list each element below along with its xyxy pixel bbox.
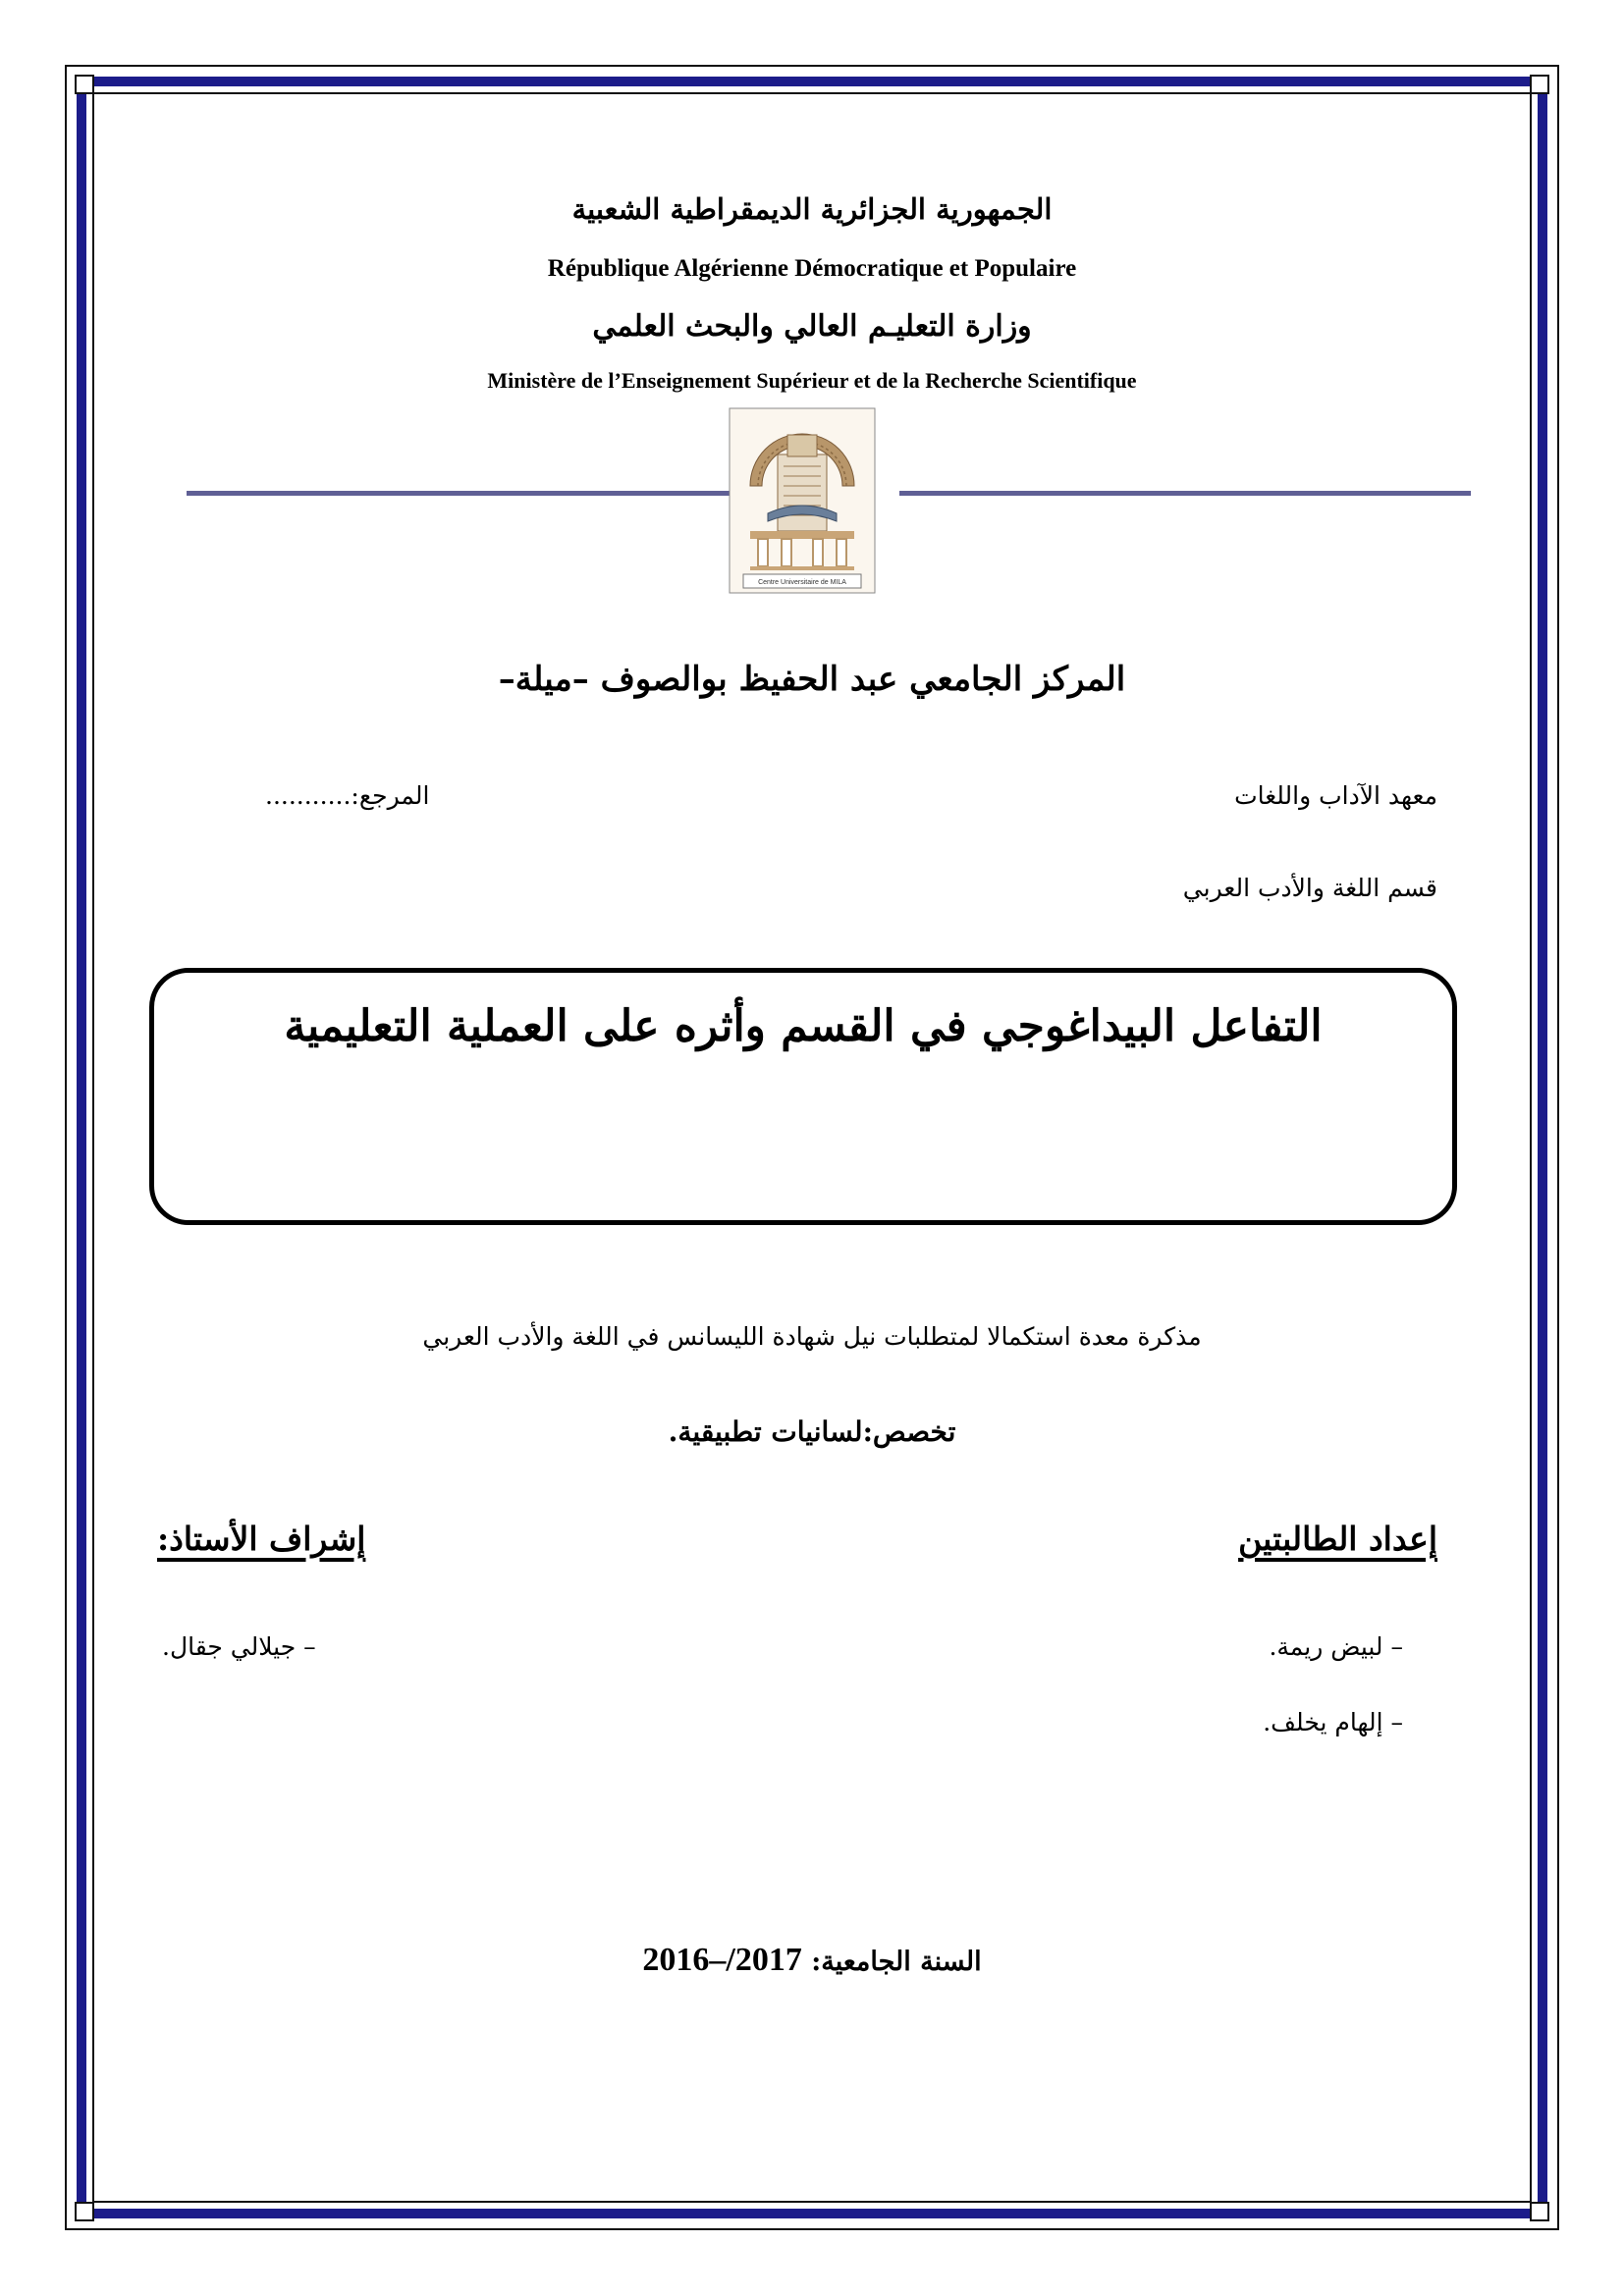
university-logo bbox=[729, 407, 876, 594]
republic-ar: الجمهورية الجزائرية الديمقراطية الشعبية bbox=[571, 192, 1053, 226]
reference-label: المرجع:........... bbox=[265, 781, 430, 810]
prepared-by-heading: إعداد الطالبتين bbox=[1238, 1520, 1437, 1558]
divider-right bbox=[899, 491, 1471, 496]
ministry-ar: وزارة التعليـم العالي والبحث العلمي bbox=[592, 309, 1032, 344]
republic-fr: République Algérienne Démocratique et Populaire bbox=[547, 255, 1077, 282]
thesis-title: التفاعل البيداغوجي في القسم وأثره على العملية التعليمية bbox=[284, 1001, 1323, 1051]
logo-caption: Centre Universitaire de MILA bbox=[758, 579, 846, 586]
academic-year bbox=[0, 1942, 1624, 1979]
specialty-text: تخصص:لسانيات تطبيقية. bbox=[668, 1415, 956, 1448]
university-name: المركز الجامعي عبد الحفيظ بوالصوف –ميلة– bbox=[498, 660, 1126, 699]
academic-year-label: السنة الجامعية: bbox=[811, 1947, 982, 1977]
supervisor-name: – جيلالي جقال. bbox=[162, 1632, 316, 1661]
student-name: – إلهام يخلف. bbox=[1263, 1708, 1403, 1736]
academic-year-value: 2016–/2017 bbox=[642, 1942, 802, 1978]
institute-label: معهد الآداب واللغات bbox=[1234, 781, 1437, 810]
ministry-fr: Ministère de l’Enseignement Supérieur et de la Recherche Scientifique bbox=[487, 368, 1137, 393]
department-label: قسم اللغة والأدب العربي bbox=[1182, 874, 1437, 902]
frame-corner-ornament bbox=[75, 75, 94, 94]
student-name: – لبيض ريمة. bbox=[1269, 1632, 1403, 1661]
frame-corner-ornament bbox=[1530, 2202, 1549, 2221]
divider-left bbox=[187, 491, 731, 496]
memo-text: مذكرة معدة استكمالا لمتطلبات نيل شهادة الليسانس في اللغة والأدب العربي bbox=[422, 1322, 1202, 1351]
frame-corner-ornament bbox=[1530, 75, 1549, 94]
supervision-heading: إشراف الأستاذ: bbox=[157, 1520, 366, 1558]
frame-corner-ornament bbox=[75, 2202, 94, 2221]
